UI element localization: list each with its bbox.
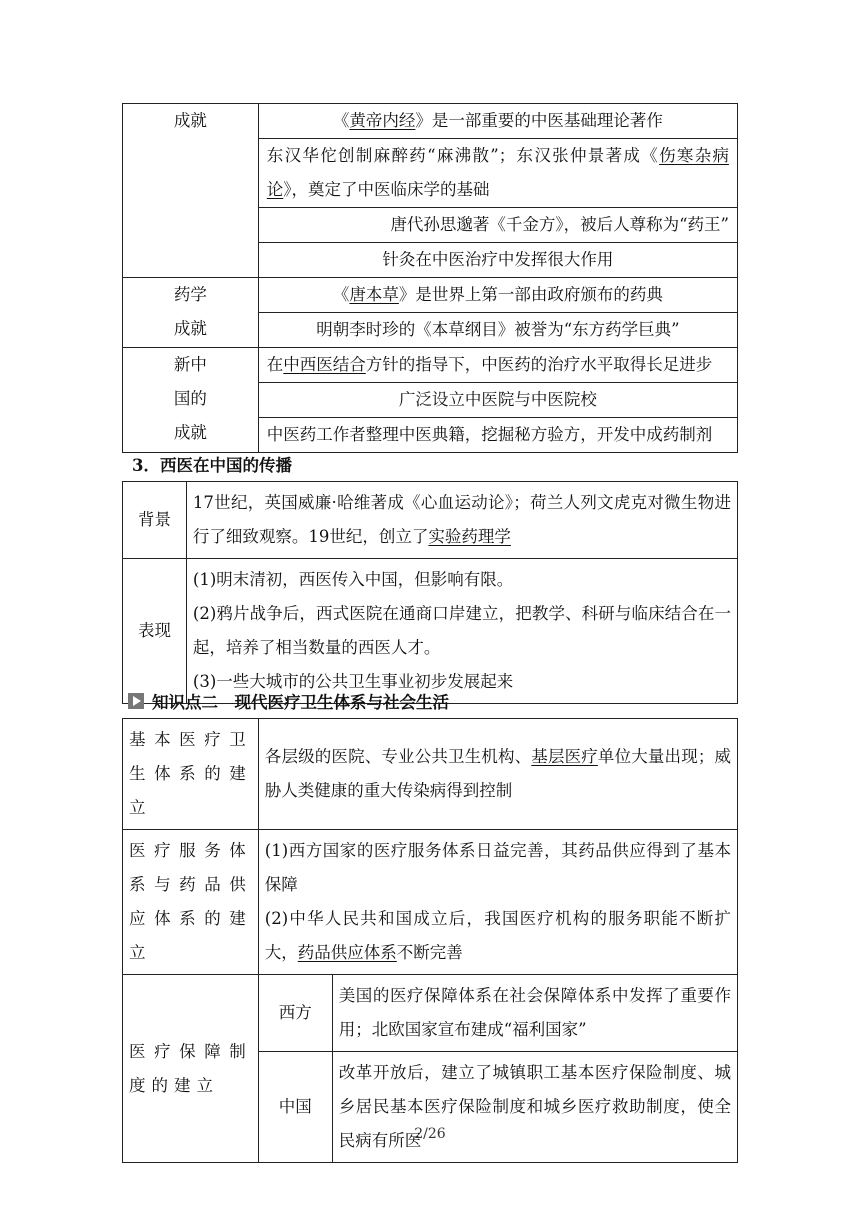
text-fragment: 中医药工作者整理中医典籍，挖掘秘方验方，开发中成药制剂 [266,425,713,444]
sub-content-west: 美国的医疗保障体系在社会保障体系中发挥了重要作用；北欧国家宣布建成“福利国家” [332,975,737,1052]
underlined-key-term: 唐本草 [349,285,399,304]
sub-label-west: 西方 [258,975,332,1052]
achievement-cell [258,243,737,278]
row-text: 单位大量出现；威胁人类健康的重大传染病得到控制 [264,747,732,800]
text-fragment: 》是世界上第一部由政府颁布的药典 [398,285,663,304]
manifest-cell [186,559,737,704]
text-fragment: 在 [266,355,284,374]
category-label: 成就 [173,319,207,338]
category-label: 新中 [173,355,207,374]
background-text: 17世纪，英国威廉·哈维著成《心血运动论》；荷兰人列文虎克对微生物进行了细致观察。19世纪，创立了 [192,493,731,546]
row-content [258,719,737,830]
achievement-cell [258,383,737,418]
text-fragment: 方针的指导下，中医药的治疗水平取得长足进步 [365,355,713,374]
table-row [123,278,738,313]
list-item: (3)一些大城市的公共卫生事业初步发展起来 [192,672,514,691]
play-triangle-icon [128,693,144,709]
category-label: 药学 [173,285,207,304]
text-fragment: 《 [332,285,350,304]
text-fragment: 《 [332,111,350,130]
table-row [123,104,738,139]
achievement-cell [258,418,737,453]
underlined-key-term: 基层医疗 [531,747,598,766]
text-fragment: 唐代孙思邈著《千金方》，被后人尊称为“药王” [390,215,729,234]
row-content [258,830,737,975]
item-text: (1)西方国家的医疗服务体系日益完善，其药品供应得到了基本保障 [264,841,731,894]
achievements-table [122,103,738,453]
table-row [123,559,738,704]
text-fragment: 针灸在中医治疗中发挥很大作用 [382,250,614,269]
row-label: 医疗保障制度的建立 [123,975,259,1163]
row-category [123,104,259,278]
table-row [123,719,738,830]
item-text: (2)中华人民共和国成立后，我国医疗机构的服务职能不断扩大， [264,909,731,962]
underlined-key-term: 伤寒杂病论 [266,146,730,199]
row-category [123,278,259,348]
item-text: 不断完善 [396,943,463,962]
sub-content-china: 改革开放后，建立了城镇职工基本医疗保险制度、城乡居民基本医疗保险制度和城乡医疗救助制度，使全民病有所医 [332,1052,737,1163]
row-label: 背景 [123,482,187,559]
list-item [265,834,731,902]
modern-healthcare-table [122,718,738,1163]
list-item: (2)鸦片战争后，西式医院在通商口岸建立，把教学、科研与临床结合在一起，培养了相当数量的西医人才。 [192,604,731,657]
sub-label-china: 中国 [258,1052,332,1163]
table-row [123,830,738,975]
achievement-cell [258,348,737,383]
row-label: 基本医疗卫生体系的建立 [123,719,259,830]
list-item: (1)明末清初，西医传入中国，但影响有限。 [192,570,514,589]
achievement-cell [258,313,737,348]
category-label: 国的 [173,389,207,408]
underlined-key-term: 黄帝内经 [349,111,416,130]
background-cell [186,482,737,559]
underlined-key-term: 药品供应体系 [297,943,397,962]
western-medicine-table [122,481,738,704]
achievement-cell [258,278,737,313]
row-label: 医疗服务体系与药品供应体系的建立 [123,830,259,975]
text-fragment: 》是一部重要的中医基础理论著作 [415,111,663,130]
underlined-key-term: 实验药理学 [428,527,511,546]
achievement-cell [258,104,737,139]
knowledge-point-title: 知识点二 现代医疗卫生体系与社会生活 [152,693,449,712]
knowledge-point-heading [128,689,449,713]
table-row [123,482,738,559]
category-label: 成就 [173,111,207,130]
list-item [265,902,731,970]
text-fragment: 东汉华佗创制麻醉药“麻沸散”；东汉张仲景著成《 [266,146,660,165]
row-text: 各层级的医院、专业公共卫生机构、 [264,747,532,766]
text-fragment: 》，奠定了中医临床学的基础 [283,180,490,199]
page-number: 2/26 [414,1126,446,1142]
table-row [123,348,738,383]
row-category [123,348,259,453]
table-row [123,975,738,1052]
text-fragment: 广泛设立中医院与中医院校 [398,390,597,409]
row-label: 表现 [123,559,187,704]
underlined-key-term: 中西医结合 [283,355,366,374]
text-fragment: 明朝李时珍的《本草纲目》被誉为“东方药学巨典” [316,320,680,339]
category-label: 成就 [173,423,207,442]
achievement-cell [258,139,737,208]
section-heading-western-medicine: 3．西医在中国的传播 [132,456,292,475]
achievement-cell [258,208,737,243]
